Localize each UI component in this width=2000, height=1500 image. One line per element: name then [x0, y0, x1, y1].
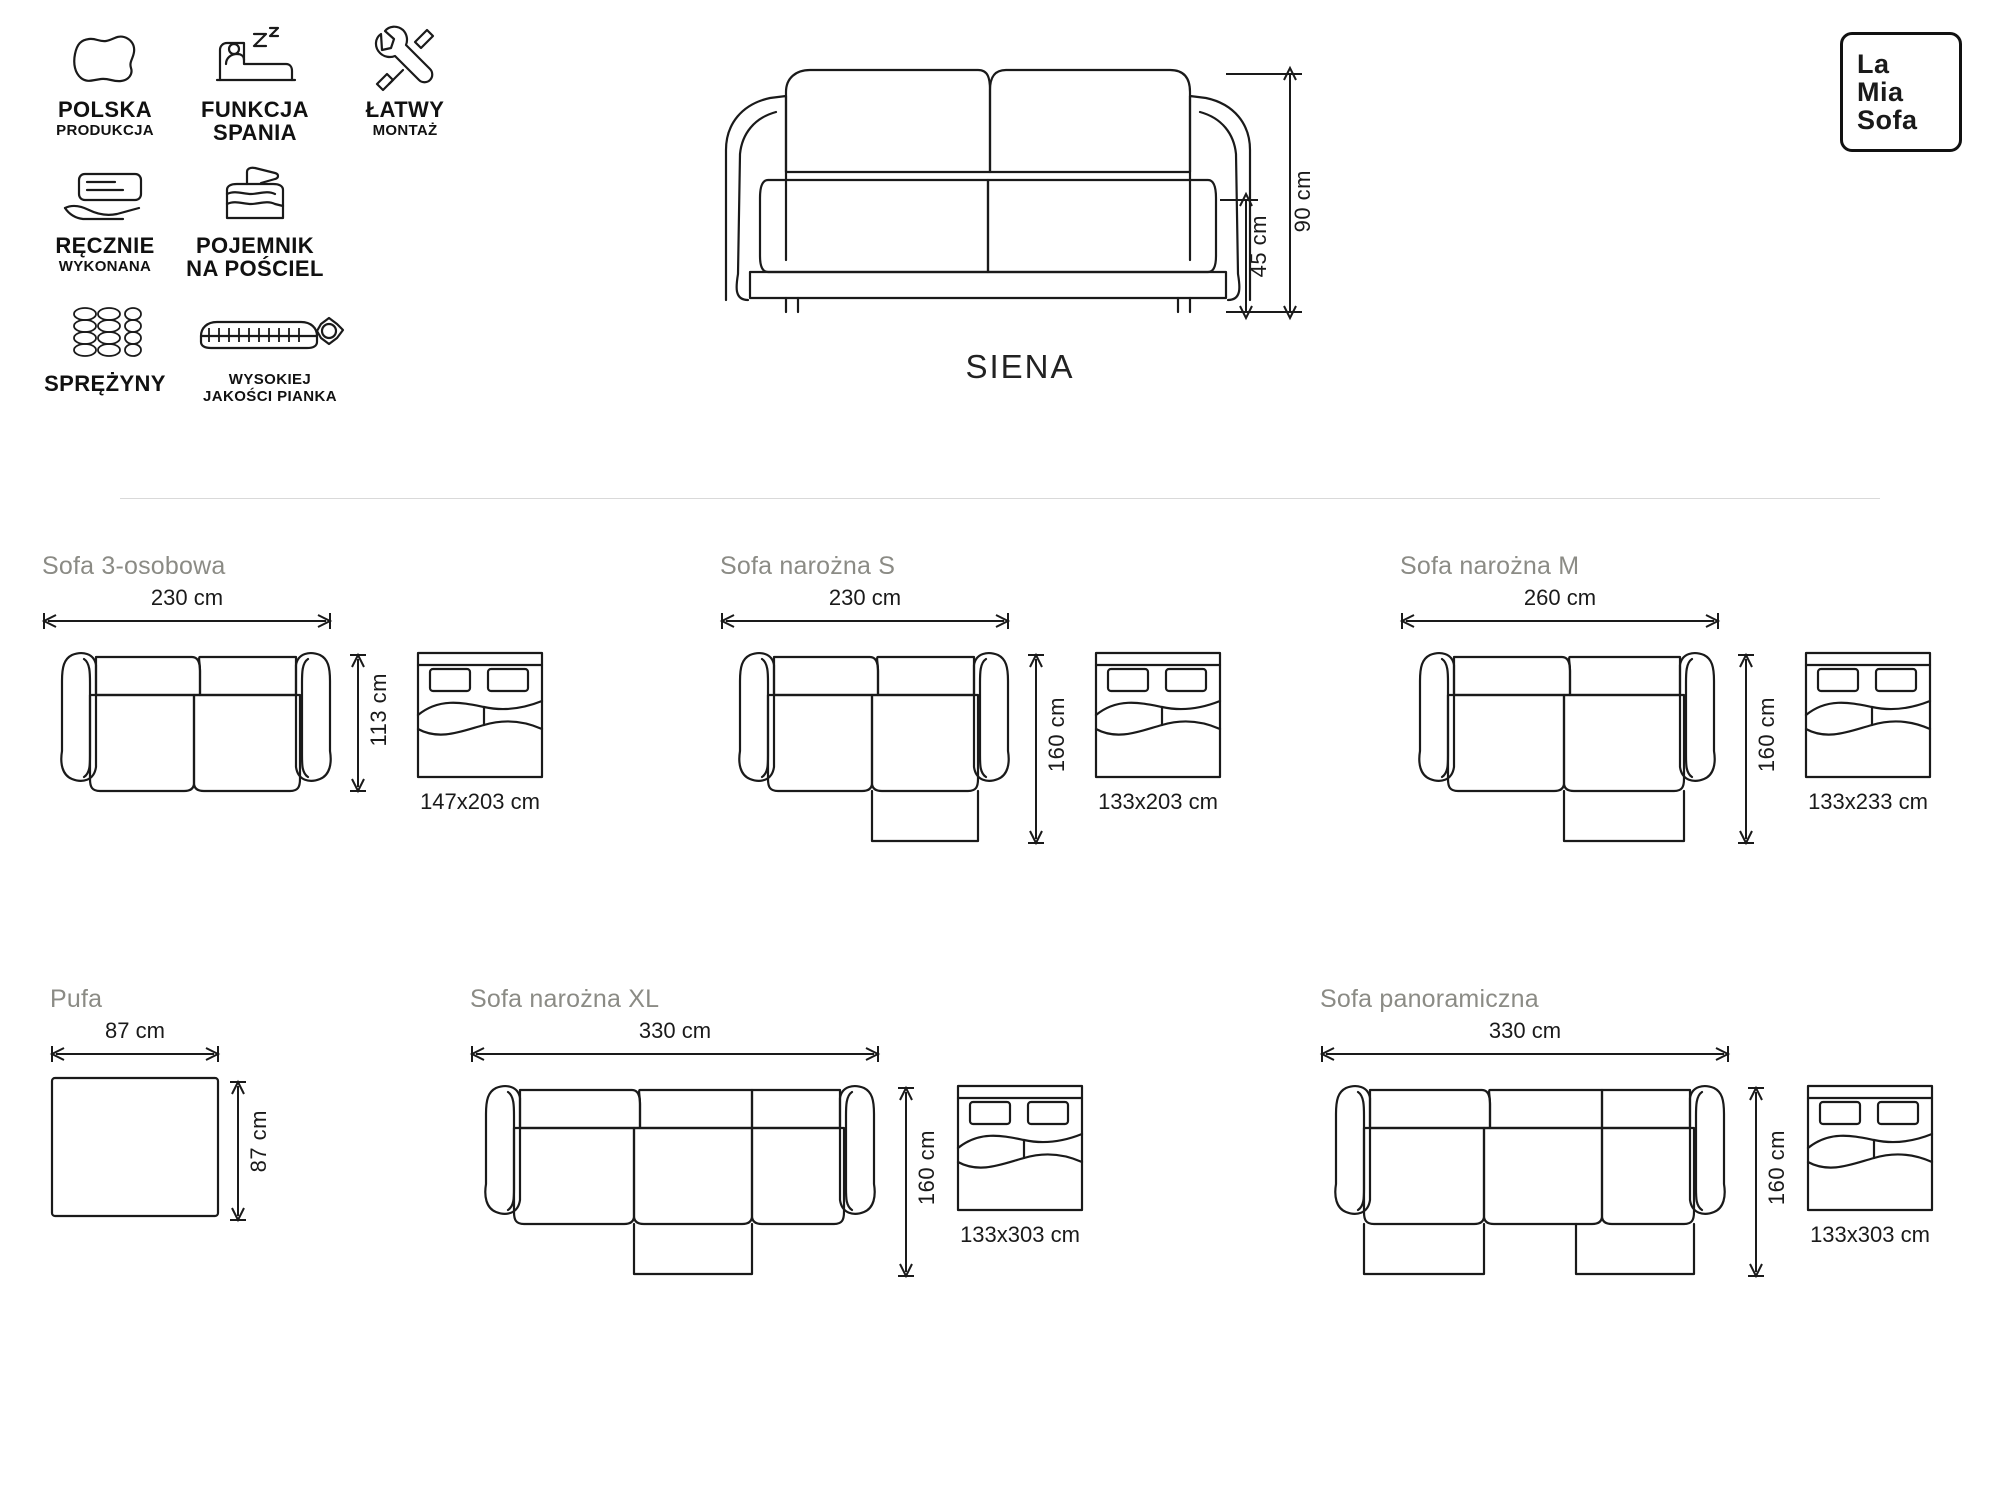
feature-label	[30, 98, 180, 139]
feature-line2: NA POŚCIEL	[186, 256, 324, 282]
variant-depth-label: 160 cm	[914, 1130, 939, 1206]
sofa-top-view	[42, 635, 342, 815]
variant-title: Sofa panoramiczna	[1320, 985, 1539, 1013]
width-dimension-arrow	[42, 613, 332, 629]
depth-dimension-arrow	[1028, 653, 1044, 845]
variant-width-label: 330 cm	[638, 1018, 712, 1043]
feature-line1: POLSKA	[57, 97, 153, 122]
feature-line1: FUNKCJA	[201, 97, 309, 122]
variant-title: Sofa narożna M	[1400, 552, 1580, 580]
width-dimension-arrow	[720, 613, 1010, 629]
feature-line1: POJEMNIK	[195, 233, 315, 259]
feature-label	[180, 234, 330, 280]
feature-label	[180, 372, 360, 406]
hero-seat-height-label: 45 cm	[1246, 215, 1271, 278]
logo-line-2: Mia	[1857, 76, 1904, 107]
feature-label	[180, 98, 330, 144]
feature-row-3	[30, 294, 500, 406]
feature-label	[30, 234, 180, 275]
variant-width-label: 230 cm	[150, 585, 224, 610]
hero-height-label: 90 cm	[1290, 170, 1315, 233]
feature-line2: PRODUKCJA	[56, 122, 154, 140]
feature-line2: WYKONANA	[58, 258, 152, 276]
width-dimension-arrow	[470, 1046, 880, 1062]
variant-width-label: 87 cm	[105, 1018, 165, 1043]
variant-width-label: 330 cm	[1488, 1018, 1562, 1043]
variant-sofa-3-osobowa	[42, 552, 622, 815]
hero-sofa-block	[690, 50, 1410, 386]
sleep-function-icon	[180, 20, 330, 98]
variant-sofa-narozna-m	[1400, 552, 1980, 850]
variant-sofa-narozna-s	[720, 552, 1300, 850]
variant-bed-label: 133x303 cm	[960, 1222, 1080, 1247]
depth-dimension-arrow	[898, 1086, 914, 1278]
section-divider	[120, 498, 1880, 499]
bedding-container-icon	[180, 156, 330, 234]
feature-line2: SPANIA	[213, 120, 297, 146]
variant-width-label: 230 cm	[828, 585, 902, 610]
bed-top-view	[1088, 645, 1228, 785]
depth-dimension-arrow	[350, 653, 366, 793]
poland-map-icon	[30, 20, 180, 98]
feature-funkcja-spania	[180, 20, 330, 144]
feature-line2: JAKOŚCI PIANKA	[203, 388, 337, 406]
feature-latwy-montaz	[330, 20, 480, 139]
sofa-top-view	[720, 635, 1020, 850]
sofa-top-view	[470, 1068, 890, 1283]
variant-title: Sofa narożna XL	[470, 985, 660, 1013]
variant-bed-label: 133x203 cm	[1098, 789, 1218, 814]
feature-polska-produkcja	[30, 20, 180, 139]
feature-line1: SPRĘŻYNY	[44, 371, 166, 397]
variant-bed-label: 147x203 cm	[420, 789, 540, 814]
high-quality-foam-icon	[180, 294, 360, 372]
variant-title: Sofa 3-osobowa	[42, 552, 226, 580]
width-dimension-arrow	[1320, 1046, 1730, 1062]
variant-depth-label: 160 cm	[1764, 1130, 1789, 1206]
feature-wysokiej-jakosci-pianka	[180, 294, 360, 406]
variant-sofa-panoramiczna	[1320, 985, 1980, 1283]
feature-line1: WYSOKIEJ	[228, 371, 312, 389]
pouf-top-view	[50, 1068, 220, 1228]
variant-depth-label: 113 cm	[366, 673, 391, 747]
depth-dimension-arrow	[230, 1080, 246, 1222]
feature-label	[30, 372, 180, 395]
handmade-icon	[30, 156, 180, 234]
depth-dimension-arrow	[1738, 653, 1754, 845]
bed-top-view	[950, 1078, 1090, 1218]
variant-bed-label: 133x303 cm	[1810, 1222, 1930, 1247]
logo-line-3: Sofa	[1857, 105, 1918, 136]
variant-sofa-narozna-xl	[470, 985, 1110, 1283]
model-name: SIENA	[965, 348, 1075, 385]
variant-bed-label: 133x233 cm	[1808, 789, 1928, 814]
feature-line1: RĘCZNIE	[55, 233, 155, 259]
variant-depth-label: 87 cm	[246, 1110, 271, 1173]
variant-width-label: 260 cm	[1523, 585, 1597, 610]
feature-sprezyny	[30, 294, 180, 395]
feature-icons-block	[30, 20, 500, 406]
feature-pojemnik-na-posciel	[180, 156, 330, 280]
sofa-top-view	[1320, 1068, 1740, 1283]
bed-top-view	[1798, 645, 1938, 785]
bed-top-view	[410, 645, 550, 785]
feature-line1: ŁATWY	[365, 97, 445, 122]
depth-dimension-arrow	[1748, 1086, 1764, 1278]
width-dimension-arrow	[50, 1046, 220, 1062]
variant-pufa	[50, 985, 370, 1228]
variant-title: Pufa	[50, 985, 103, 1013]
bed-top-view	[1800, 1078, 1940, 1218]
variant-title: Sofa narożna S	[720, 552, 896, 580]
feature-row-1	[30, 20, 500, 144]
brand-logo	[1840, 32, 1962, 152]
feature-label	[330, 98, 480, 139]
sofa-top-view	[1400, 635, 1730, 850]
feature-recznie-wykonana	[30, 156, 180, 275]
feature-line2: MONTAŻ	[372, 122, 438, 140]
variant-depth-label: 160 cm	[1754, 697, 1779, 773]
width-dimension-arrow	[1400, 613, 1720, 629]
logo-line-1: La	[1857, 48, 1890, 79]
feature-row-2	[30, 156, 500, 280]
springs-icon	[30, 294, 180, 372]
easy-assembly-tools-icon	[330, 20, 480, 98]
variant-depth-label: 160 cm	[1044, 697, 1069, 773]
